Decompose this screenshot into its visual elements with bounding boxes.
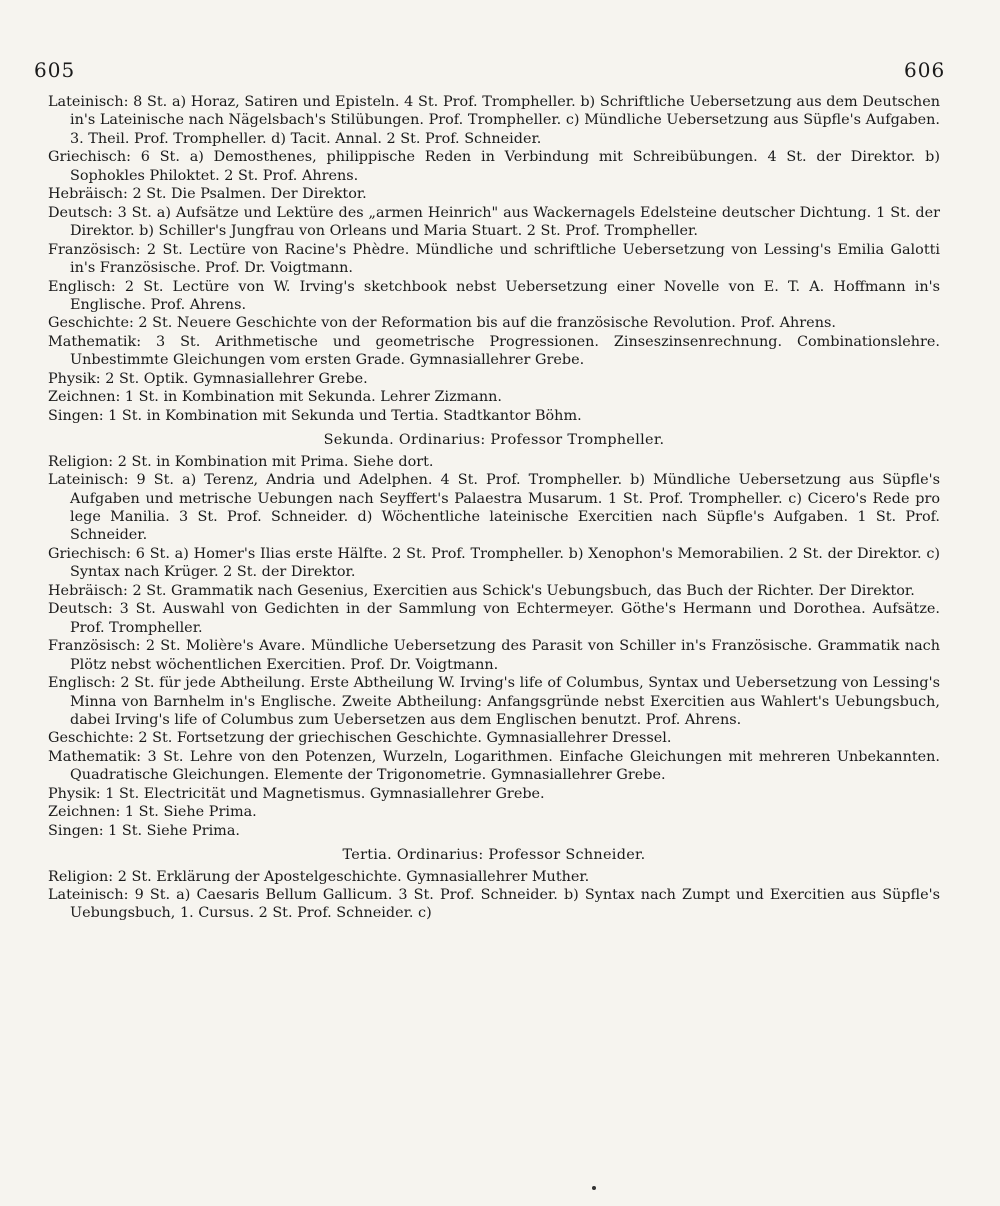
subject-entry-text: Geschichte: 2 St. Fortsetzung der griechischen Geschichte. Gymnasiallehrer Dressel. (48, 730, 672, 747)
subject-entry-text: Hebräisch: 2 St. Die Psalmen. Der Direktor. (48, 186, 367, 203)
subject-entry-text: Singen: 1 St. in Kombination mit Sekunda und Tertia. Stadtkantor Böhm. (48, 407, 582, 424)
subject-entry (48, 407, 940, 425)
subject-entry-text: Deutsch: 3 St. a) Aufsätze und Lektüre des „armen Heinrich" aus Wackernagels Edelsteine deutscher Dichtung. 1 St. der Direktor. b) Schiller's Jungfrau von Orleans und Maria Stuart. 2 St. Prof. Trompheller. (48, 204, 940, 240)
subject-entry (48, 674, 940, 729)
page-number-left: 605 (34, 58, 76, 82)
subject-entry (48, 785, 940, 803)
subject-entry (48, 822, 940, 840)
subject-entry (48, 185, 940, 203)
subject-entry-text: Englisch: 2 St. Lectüre von W. Irving's sketchbook nebst Uebersetzung einer Novelle von E. T. A. Hoffmann in's Englische. Prof. Ahrens. (48, 278, 940, 313)
subject-entry (48, 582, 940, 600)
subject-entry (48, 748, 940, 785)
subject-entry-text: Griechisch: 6 St. a) Homer's Ilias erste Hälfte. 2 St. Prof. Trompheller. b) Xenophon's Memorabilien. 2 St. der Direktor. c) Syntax nach Krüger. 2 St. der Direktor. (48, 545, 940, 581)
subject-entry (48, 637, 940, 674)
subject-entry-text: Zeichnen: 1 St. Siehe Prima. (48, 804, 257, 821)
document-body (48, 93, 940, 923)
subject-entry (48, 803, 940, 821)
subject-entry-text: Singen: 1 St. Siehe Prima. (48, 822, 240, 839)
subject-entry (48, 333, 940, 370)
subject-entry (48, 241, 940, 278)
subject-entry-text: Deutsch: 3 St. Auswahl von Gedichten in der Sammlung von Echtermeyer. Göthe's Hermann und Dorothea. Aufsätze. Prof. Trompheller. (48, 601, 940, 636)
subject-entry-text: Religion: 2 St. Erklärung der Apostelgeschichte. Gymnasiallehrer Muther. (48, 868, 590, 885)
subject-entry-text: Französisch: 2 St. Molière's Avare. Mündliche Uebersetzung des Parasit von Schiller in's Französische. Grammatik nach Plötz nebst wöchentlichen Exercitien. Prof. Dr. Voigtmann. (48, 638, 940, 673)
subject-entry (48, 471, 940, 545)
subject-entry-text: Mathematik: 3 St. Lehre von den Potenzen, Wurzeln, Logarithmen. Einfache Gleichungen mit mehreren Unbekannten. Quadratische Gleichungen. Elemente der Trigonometrie. Gymnasiallehrer Grebe. (48, 748, 940, 784)
subject-entry (48, 388, 940, 406)
subject-entry-text: Lateinisch: 9 St. a) Terenz, Andria und Adelphen. 4 St. Prof. Trompheller. b) Mündliche Uebersetzung aus Süpfle's Aufgaben und metrische Uebungen nach Seyffert's Palaestra Musarum. 1 St. Prof. Trompheller. c) Cicero's Rede pro lege Manilia. 3 St. Prof. Schneider. d) Wöchentliche lateinische Exercitien nach Süpfle's Aufgaben. 1 St. Prof. Schneider. (48, 472, 940, 544)
subject-entry-text: Physik: 1 St. Electricität und Magnetismus. Gymnasiallehrer Grebe. (48, 785, 545, 802)
subject-entry (48, 148, 940, 185)
page-number-right: 606 (904, 58, 946, 82)
print-speck (592, 1186, 596, 1190)
subject-entry-text: Französisch: 2 St. Lectüre von Racine's Phèdre. Mündliche und schriftliche Uebersetzung von Lessing's Emilia Galotti in's Französische. Prof. Dr. Voigtmann. (48, 241, 940, 277)
subject-entry-text: Hebräisch: 2 St. Grammatik nach Gesenius, Exercitien aus Schick's Uebungsbuch, das Buch der Richter. Der Direktor. (48, 582, 915, 599)
subject-entry (48, 886, 940, 923)
subject-entry (48, 545, 940, 582)
subject-entry (48, 278, 940, 315)
subject-entry-text: Zeichnen: 1 St. in Kombination mit Sekunda. Lehrer Zizmann. (48, 389, 503, 406)
subject-entry-text: Religion: 2 St. in Kombination mit Prima. Siehe dort. (48, 453, 434, 470)
subject-entry (48, 314, 940, 332)
section-heading: Sekunda. Ordinarius: Professor Trompheller. (323, 432, 665, 449)
subject-entry (48, 600, 940, 637)
subject-entry-text: Physik: 2 St. Optik. Gymnasiallehrer Grebe. (48, 370, 368, 387)
subject-entry (48, 729, 940, 747)
subject-entry (48, 868, 940, 886)
subject-entry (48, 453, 940, 471)
subject-entry-text: Geschichte: 2 St. Neuere Geschichte von der Reformation bis auf die französische Revolution. Prof. Ahrens. (48, 315, 836, 332)
subject-entry-text: Lateinisch: 8 St. a) Horaz, Satiren und Episteln. 4 St. Prof. Trompheller. b) Schriftliche Uebersetzung aus dem Deutschen in's Lateinische nach Nägelsbach's Stilübungen. Prof. Trompheller. c) Mündliche Uebersetzung aus Süpfle's Aufgaben. 3. Theil. Prof. Trompheller. d) Tacit. Annal. 2 St. Prof. Schneider. (48, 94, 940, 147)
section-heading: Tertia. Ordinarius: Professor Schneider. (342, 847, 646, 864)
subject-entry (48, 93, 940, 148)
subject-entry (48, 204, 940, 241)
subject-entry-text: Englisch: 2 St. für jede Abtheilung. Erste Abtheilung W. Irving's life of Columbus, Syntax und Uebersetzung von Lessing's Minna von Barnhelm in's Englische. Zweite Abtheilung: Anfangsgründe nebst Exercitien aus Wahlert's Uebungsbuch, dabei Irving's life of Columbus zum Uebersetzen aus dem Englischen benutzt. Prof. Ahrens. (48, 675, 940, 728)
subject-entry-text: Mathematik: 3 St. Arithmetische und geometrische Progressionen. Zinseszinsenrechnung. Combinationslehre. Unbestimmte Gleichungen vom ersten Grade. Gymnasiallehrer Grebe. (48, 333, 940, 369)
subject-entry (48, 370, 940, 388)
subject-entry-text: Griechisch: 6 St. a) Demosthenes, philippische Reden in Verbindung mit Schreibübungen. 4 St. der Direktor. b) Sophokles Philoktet. 2 St. Prof. Ahrens. (48, 149, 940, 184)
subject-entry-text: Lateinisch: 9 St. a) Caesaris Bellum Gallicum. 3 St. Prof. Schneider. b) Syntax nach Zumpt und Exercitien aus Süpfle's Uebungsbuch, 1. Cursus. 2 St. Prof. Schneider. c) (48, 887, 940, 922)
